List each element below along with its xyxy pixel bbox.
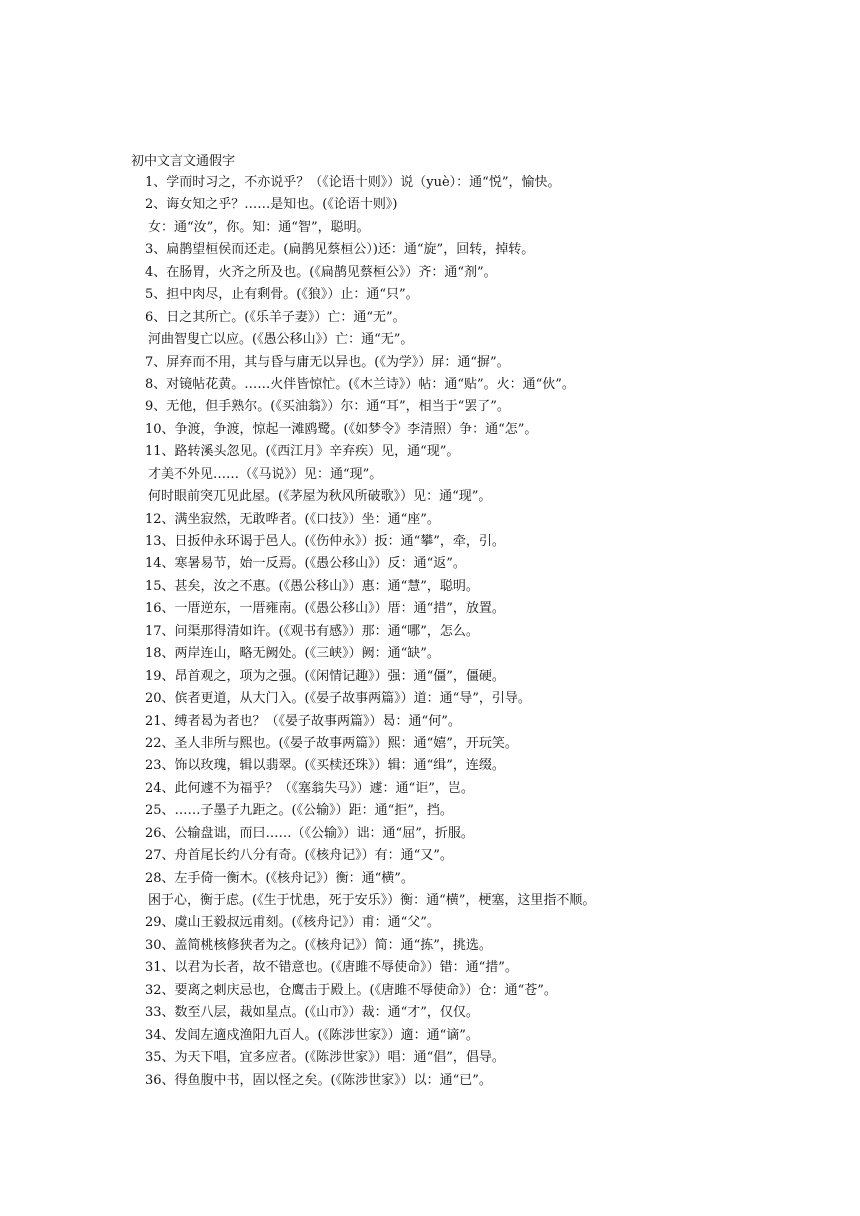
entry-continuation-line: 河曲智叟亡以应。(《愚公移山》）亡：通“无”。 — [148, 332, 414, 348]
entry-line: 8、对镜帖花黄。……火伴皆惊忙。(《木兰诗》）帖：通“贴”。火：通“伙”。 — [145, 376, 575, 392]
entry-line: 25、……子墨子九距之。(《公输》）距：通“拒”，挡。 — [145, 803, 453, 819]
entry-line: 33、数至八层，裁如星点。(《山市》）裁：通“才”，仅仅。 — [145, 1005, 479, 1021]
entry-line: 12、满坐寂然，无敢哗者。(《口技》）坐：通“座”。 — [145, 511, 440, 527]
entry-continuation-line: 女：通“汝”，你。知：通“智”，聪明。 — [148, 219, 370, 235]
entry-line: 22、圣人非所与熙也。(《晏子故事两篇》）熙：通“嬉”，开玩笑。 — [145, 735, 518, 751]
entry-line: 18、两岸连山，略无阙处。(《三峡》）阙：通“缺”。 — [145, 646, 440, 662]
entry-line: 9、无他，但手熟尔。(《买油翁》）尔：通“耳”，相当于“罢了”。 — [145, 399, 510, 415]
entry-line: 20、傧者更道，从大门入。(《晏子故事两篇》）道：通“导”，引导。 — [145, 691, 531, 707]
entry-line: 32、要离之刺庆忌也，仓鹰击于殿上。(《唐雎不辱使命》）仓：通“苍”。 — [145, 982, 557, 998]
entry-line: 34、发闾左適戍渔阳九百人。(《陈涉世家》）適：通“谪”。 — [145, 1027, 479, 1043]
entry-line: 21、缚者曷为者也？（《晏子故事两篇》）曷：通“何”。 — [145, 713, 461, 729]
entry-line: 1、学而时习之，不亦说乎？（《论语十则》）说（yuè）：通“悦”，愉快。 — [145, 175, 561, 190]
entry-line: 6、日之其所亡。(《乐羊子妻》）亡：通“无”。 — [145, 309, 406, 325]
entry-line: 16、一厝逆东，一厝雍南。(《愚公移山》）厝：通“措”，放置。 — [145, 601, 505, 617]
entry-line: 28、左手倚一衡木。(《核舟记》）衡：通“横”。 — [145, 870, 414, 886]
entry-line: 24、此何遽不为福乎？（《塞翁失马》）遽：通“讵”，岂。 — [145, 780, 474, 796]
entry-line: 3、扁鹊望桓侯而还走。(扁鹊见蔡桓公）)还：通“旋”，回转，掉转。 — [145, 242, 535, 258]
entry-list — [0, 172, 860, 1092]
entry-line: 13、日扳仲永环谒于邑人。(《伤仲永》）扳：通“攀”，牵，引。 — [145, 534, 505, 549]
entry-line: 30、盖简桃核修狭者为之。(《核舟记》）简：通“拣”，挑选。 — [145, 937, 492, 953]
entry-continuation-line: 困于心，衡于虑。(《生于忧患，死于安乐》）衡：通“横”，梗塞，这里指不顺。 — [148, 893, 596, 908]
entry-line: 14、寒暑易节，始一反焉。(《愚公移山》）反：通“返”。 — [145, 556, 466, 572]
entry-line: 31、以君为长者，故不错意也。(《唐雎不辱使命》）错：通“措”。 — [145, 960, 518, 976]
entry-line: 2、诲女知之乎？……是知也。(《论语十则》) — [145, 197, 398, 213]
entry-line: 19、昂首观之，项为之强。(《闲情记趣》）强：通“僵”，僵硬。 — [145, 668, 505, 684]
entry-line: 11、路转溪头忽见。(《西江月》辛弃疾）见，通“现”。 — [145, 444, 460, 460]
entry-line: 29、虞山王毅叔远甫刻。(《核舟记》）甫：通“父”。 — [145, 915, 440, 931]
entry-line: 35、为天下唱，宜多应者。(《陈涉世家》）唱：通“倡”，倡导。 — [145, 1050, 505, 1066]
entry-line: 5、担中肉尽，止有剩骨。(《狼》）止：通“只”。 — [145, 287, 419, 303]
entry-line: 4、在肠胃，火齐之所及也。(《扁鹊见蔡桓公》）齐：通“剂”。 — [145, 264, 497, 280]
entry-line: 10、争渡，争渡，惊起一滩鸥鹭。(《如梦令》李清照）争：通“怎”。 — [145, 421, 538, 437]
entry-continuation-line: 何时眼前突兀见此屋。(《茅屋为秋风所破歌》）见：通“现”。 — [148, 489, 492, 505]
entry-line: 7、屏弃而不用，其与昏与庸无以异也。(《为学》）屏：通“摒”。 — [145, 354, 510, 370]
entry-line: 26、公输盘诎，而曰……（《公输》）诎：通“屈”，折服。 — [145, 825, 474, 841]
entry-line: 17、问渠那得清如许。(《观书有感》）那：通“哪”，怎么。 — [145, 623, 479, 639]
entry-line: 15、甚矣，汝之不惠。(《愚公移山》）惠：通“慧”，聪明。 — [145, 578, 479, 594]
document-title: 初中文言文通假字 — [131, 154, 236, 169]
entry-continuation-line: 才美不外见……（《马说》）见：通“现”。 — [148, 466, 383, 482]
entry-line: 23、饰以玫瑰，辑以翡翠。(《买椟还珠》）辑：通“缉”，连缀。 — [145, 758, 505, 774]
entry-line: 27、舟首尾长约八分有奇。(《核舟记》）有：通“又”。 — [145, 848, 453, 864]
entry-line: 36、得鱼腹中书，固以怪之矣。(《陈涉世家》）以：通“已”。 — [145, 1072, 492, 1088]
